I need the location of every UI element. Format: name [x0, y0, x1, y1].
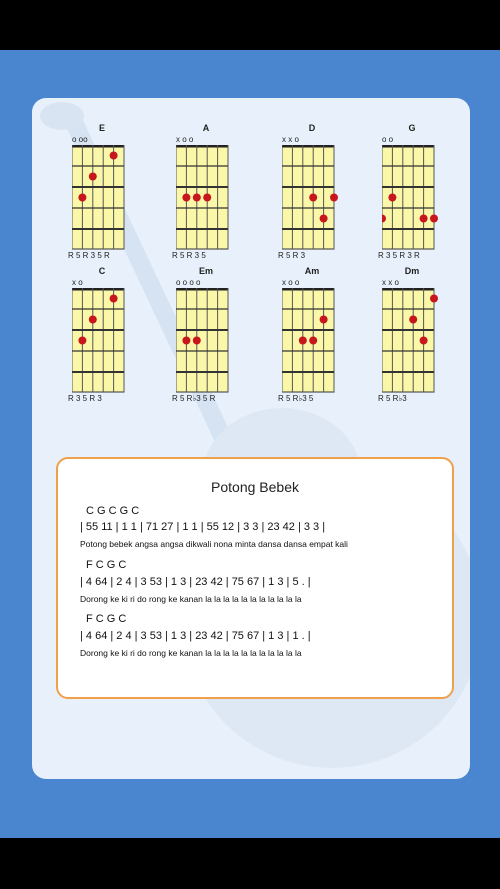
- chord-fingering: R 3 5 R 3 R: [378, 251, 420, 260]
- fretboard: [282, 288, 344, 398]
- finger-dot: [78, 337, 86, 345]
- finger-dot: [420, 215, 428, 223]
- finger-dot: [193, 337, 201, 345]
- finger-dot: [309, 194, 317, 202]
- song-title: Potong Bebek: [211, 479, 299, 495]
- lyrics-line-2: Dorong ke ki ri do rong ke kanan la la la la la la la la la la la: [80, 594, 302, 604]
- chord-line-3: F C G C: [86, 613, 127, 625]
- finger-dot: [182, 194, 190, 202]
- navigation-bar: [0, 838, 500, 889]
- notation-line-3: | 4 64 | 2 4 | 3 53 | 1 3 | 23 42 | 75 67 | 1 3 | 1 . |: [80, 630, 311, 642]
- chord-name: Am: [304, 266, 320, 276]
- chord-fingering: R 3 5 R 3: [68, 394, 102, 403]
- chord-fingering: R 5 R 3: [278, 251, 306, 260]
- open-strings: o o o o: [176, 278, 201, 287]
- finger-dot: [320, 215, 328, 223]
- open-strings: x o o: [282, 278, 300, 287]
- finger-dot: [193, 194, 201, 202]
- open-strings: x o o: [176, 135, 194, 144]
- chord-fingering: R 5 R♭3: [378, 394, 407, 403]
- finger-dot: [420, 337, 428, 345]
- finger-dot: [89, 316, 97, 324]
- lyrics-line-3: Dorong ke ki ri do rong ke kanan la la la la la la la la la la la: [80, 648, 302, 658]
- fretboard: [72, 288, 134, 398]
- chord-name: Dm: [404, 266, 420, 276]
- finger-dot: [430, 215, 438, 223]
- open-strings: x x o: [282, 135, 299, 144]
- fretboard: [282, 145, 344, 255]
- song-sheet: [56, 457, 454, 699]
- finger-dot: [320, 316, 328, 324]
- chord-fingering: R 5 R 3 5: [172, 251, 206, 260]
- finger-dot: [330, 194, 338, 202]
- chord-fingering: R 5 R♭3 5: [278, 394, 314, 403]
- status-bar: [0, 0, 500, 50]
- chord-line-2: F C G C: [86, 559, 127, 571]
- chord-name: E: [98, 123, 105, 133]
- fretboard: [72, 145, 134, 255]
- finger-dot: [78, 194, 86, 202]
- finger-dot: [89, 173, 97, 181]
- lyrics-line-1: Potong bebek angsa angsa dikwali nona minta dansa dansa empat kali: [80, 539, 348, 549]
- chord-name: Em: [198, 266, 213, 276]
- open-strings: o oo: [72, 135, 88, 144]
- fretboard: [382, 145, 444, 255]
- open-strings: x o: [72, 278, 83, 287]
- chord-name: D: [308, 123, 316, 133]
- chord-fingering: R 5 R♭3 5 R: [172, 394, 216, 403]
- content-card: [32, 98, 470, 779]
- notation-line-2: | 4 64 | 2 4 | 3 53 | 1 3 | 23 42 | 75 67 | 1 3 | 5 . |: [80, 576, 311, 588]
- open-strings: x x o: [382, 278, 399, 287]
- fretboard: [176, 288, 238, 398]
- finger-dot: [388, 194, 396, 202]
- finger-dot: [203, 194, 211, 202]
- chord-name: G: [408, 123, 416, 133]
- finger-dot: [409, 316, 417, 324]
- chord-fingering: R 5 R 3 5 R: [68, 251, 110, 260]
- finger-dot: [110, 152, 118, 160]
- finger-dot: [430, 295, 438, 303]
- finger-dot: [182, 337, 190, 345]
- fretboard: [382, 288, 444, 398]
- fretboard: [176, 145, 238, 255]
- notation-line-1: | 55 11 | 1 1 | 71 27 | 1 1 | 55 12 | 3 3 | 23 42 | 3 3 |: [80, 521, 326, 533]
- finger-dot: [110, 295, 118, 303]
- chord-name: A: [202, 123, 210, 133]
- chord-line-1: C G C G C: [86, 505, 140, 517]
- finger-dot: [309, 337, 317, 345]
- finger-dot: [299, 337, 307, 345]
- chord-name: C: [98, 266, 106, 276]
- open-strings: o o: [382, 135, 394, 144]
